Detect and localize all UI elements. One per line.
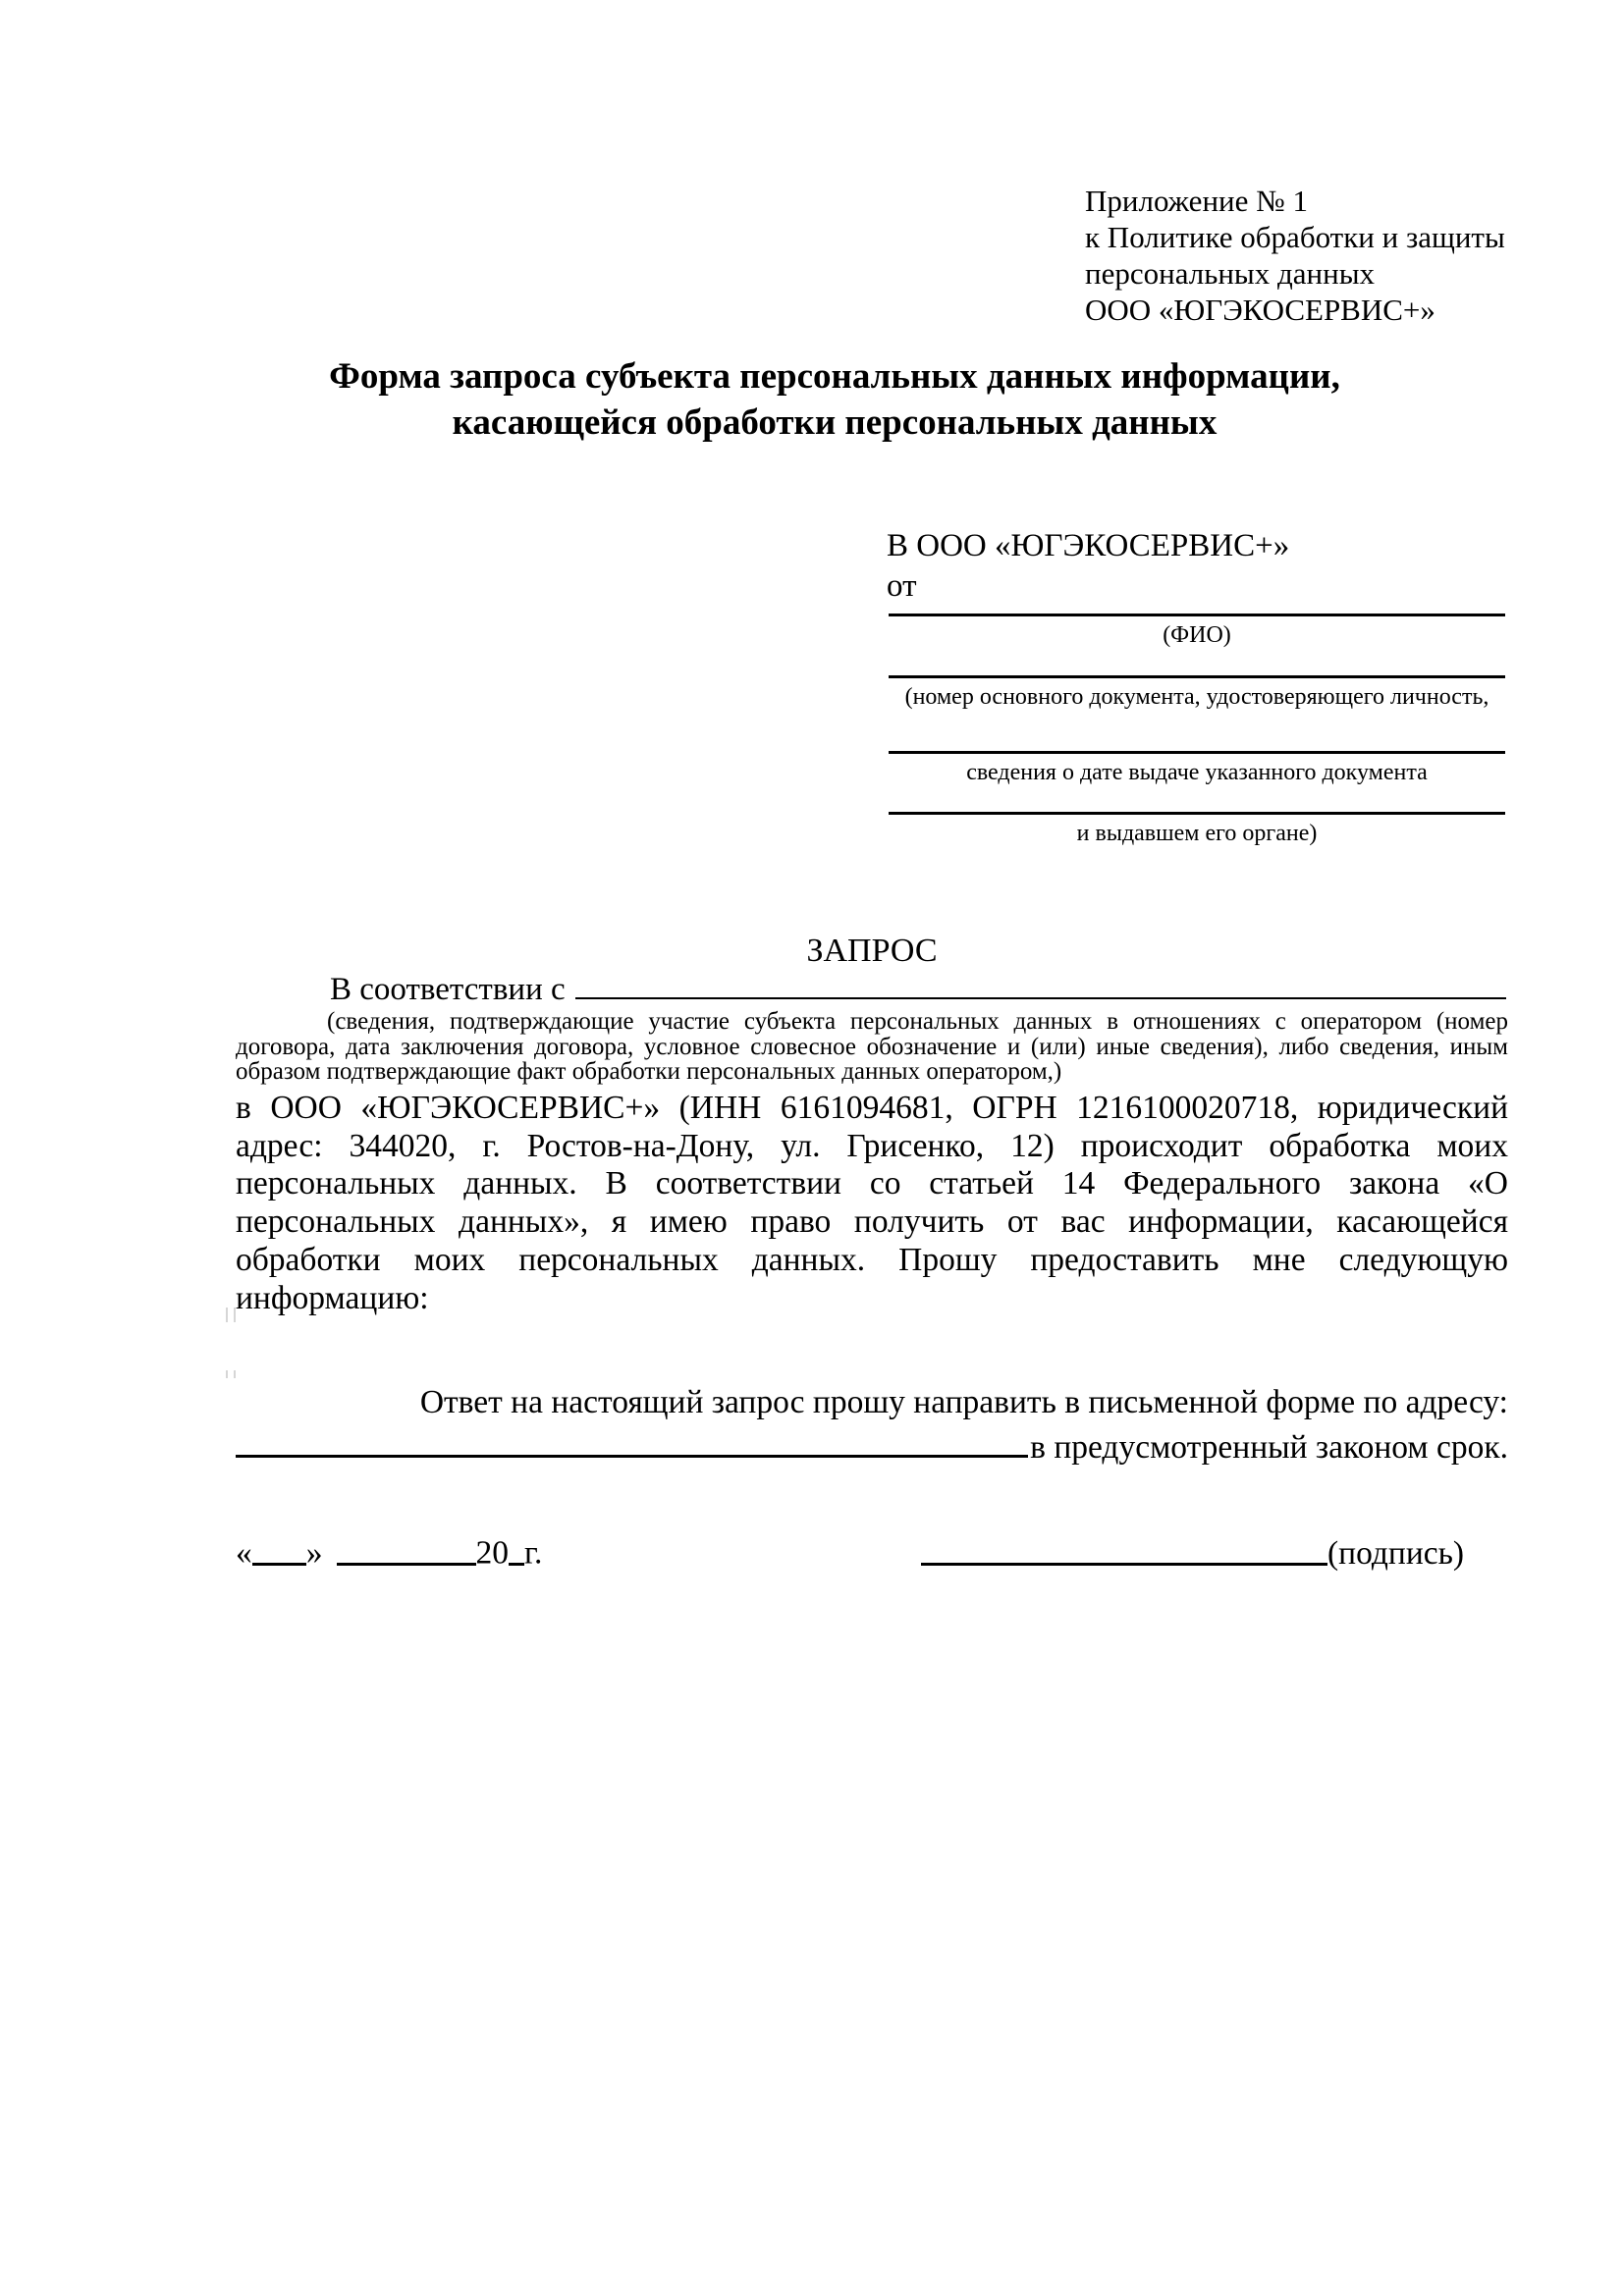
document-number-caption: (номер основного документа, удостоверяющего личность, [904,684,1489,710]
address-blank-line [236,1421,1028,1458]
issuing-authority-blank-line [889,812,1505,815]
basis-blank-line [575,968,1506,999]
document-number-blank-line [889,675,1505,678]
date-year: 20 [475,1534,509,1572]
addressee-from-label: от [887,568,917,604]
signature-caption: (подпись) [1327,1534,1465,1572]
document-title-line1: Форма запроса субъекта персональных данных информации, [329,356,1340,397]
issue-date-caption: сведения о дате выдаче указанного документа [966,760,1428,785]
response-instruction: Ответ на настоящий запрос прошу направить в письменной форме по адресу: [419,1384,1508,1420]
date-row [236,1527,542,1573]
date-year-blank [509,1529,524,1566]
response-address-row [236,1421,1508,1467]
request-heading: ЗАПРОС [806,933,938,969]
signature-row [921,1527,1464,1573]
annex-header [1085,183,1505,328]
intro-label: В соответствии с [330,972,566,1007]
response-suffix: в предусмотренный законом срок. [1030,1429,1508,1466]
faint-list-mark [226,1370,236,1378]
fio-caption: (ФИО) [1163,622,1231,648]
intro-row [330,968,1506,1007]
fio-blank-line [889,614,1505,616]
annex-header-line: к Политике обработки и защиты [1085,220,1505,254]
annex-header-line: Приложение № 1 [1085,184,1308,218]
date-day-blank [252,1529,306,1566]
date-open-quote: « [236,1534,252,1572]
request-body: в ООО «ЮГЭКОСЕРВИС+» (ИНН 6161094681, ОГРН 1216100020718, юридический адрес: 344020, г. Ростов-на-Дону, ул. Грисенко, 12) происходит обработка моих персональных данных. В соответствии со статьей 14 Федерального закона «О персональных данных», я имею право получить от вас информации, касающейся обработки моих персональных данных. Прошу предоставить мне следующую информацию: [236,1090,1508,1316]
addressee-to: В ООО «ЮГЭКОСЕРВИС+» [887,528,1290,563]
document-title-line2: касающейся обработки персональных данных [452,402,1218,443]
faint-list-mark [226,1308,236,1322]
issue-date-blank-line [889,751,1505,754]
date-close-quote: » [305,1534,323,1572]
issuing-authority-caption: и выдавшем его органе) [1076,821,1318,846]
annex-header-line: персональных данных [1085,256,1376,291]
date-month-blank [337,1529,476,1566]
signature-blank-line [921,1529,1327,1566]
annex-header-line: ООО «ЮГЭКОСЕРВИС+» [1085,293,1435,327]
basis-footnote: (сведения, подтверждающие участие субъекта персональных данных в отношениях с оператором (номер договора, дата заключения договора, условное словесное обозначение и (или) иные сведения), либо сведения, иным образом подтверждающие факт обработки персональных данных оператором,) [236,1008,1508,1085]
date-year-suffix: г. [524,1534,543,1572]
document-title [157,353,1512,446]
